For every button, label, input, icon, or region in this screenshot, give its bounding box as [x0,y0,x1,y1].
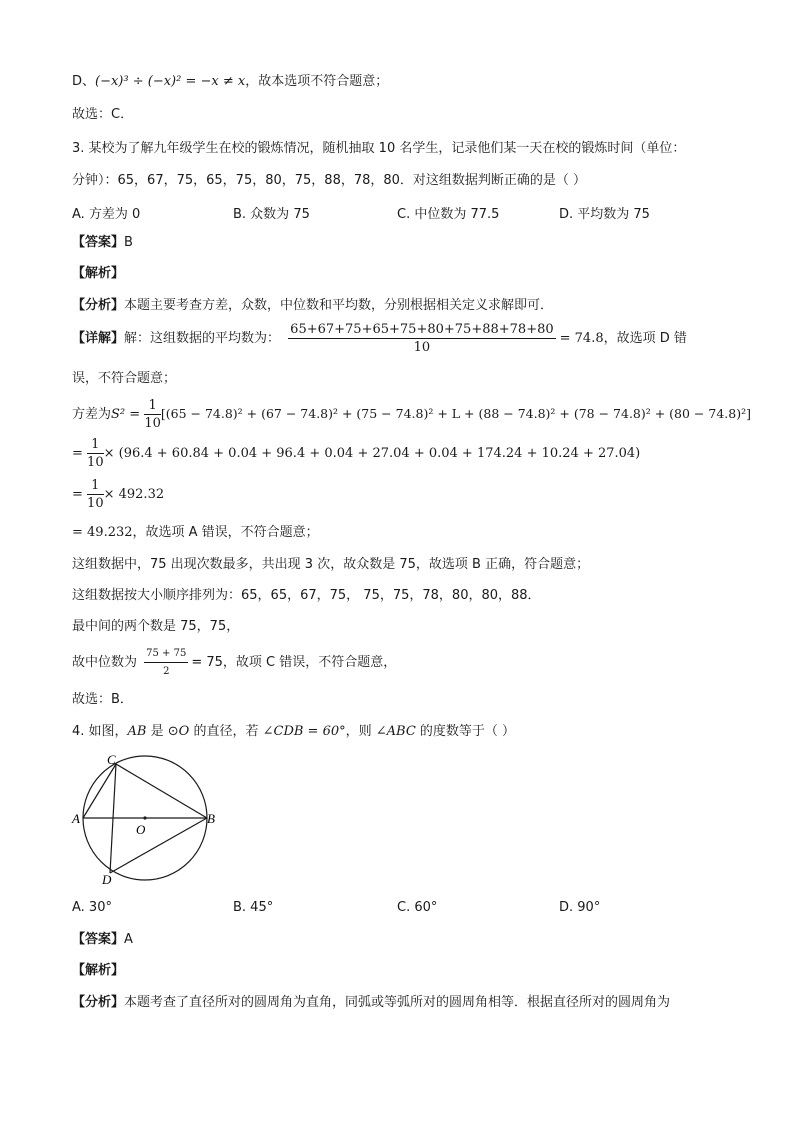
q4-option-a: A. 30° [72,900,112,915]
chord-ac [83,764,116,818]
q3-sorted: 这组数据按大小顺序排列为：65，65，67，75， 75，75，78，80，80，88． [72,588,541,603]
q3-calc-step2: = $\frac{1}{10}$ × 492.32 [72,478,165,511]
q3-calc-step3: = 49.232，故选项 A 错误，不符合题意； [72,525,319,540]
q4-analysis-heading: 【解析】 [72,963,125,978]
label-a: A [72,811,80,826]
mean-fraction: $\frac{65+67+75+65+75+80+75+88+78+80}{10}$ [290,322,554,355]
center-point [143,816,146,819]
label-b: B [207,811,215,826]
q3-calc-step1: = $\frac{1}{10}$ × (96.4 + 60.84 + 0.04 + 96.4 + 0.04 + 27.04 + 0.04 + 174.24 + 10.24 + 27.04) [72,437,641,470]
q3-detail: 【详解】解：这组数据的平均数为： $\frac{65+67+75+65+75+80+75+88+78+80}{10}$ = 74.8，故选项 D 错 [72,322,687,355]
q3-fenxi: 【分析】本题主要考查方差，众数，中位数和平均数，分别根据相关定义求解即可． [72,298,554,313]
q3-variance-formula: 方差为S² = $\frac{1}{10}$ [(65 − 74.8)² + (67 − 74.8)² + (75 − 74.8)² + L + (88 − 74.8)² + (78 − 74.8)² + (80 − 74.8)²] [72,398,751,431]
q3-option-c: C. 中位数为 77.5 [397,207,500,222]
q4-answer: 【答案】A [72,932,133,947]
q3-middle: 最中间的两个数是 75，75， [72,619,240,634]
prev-option-d-formula: (−x)³ ÷ (−x)² = −x ≠ x [95,74,246,89]
q4-option-c: C. 60° [397,900,438,915]
q3-analysis-heading: 【解析】 [72,266,125,281]
q3-mode: 这组数据中，75 出现次数最多，共出现 3 次，故众数是 75，故选项 B 正确，符合题意； [72,557,590,572]
prev-option-d: D、(−x)³ ÷ (−x)² = −x ≠ x，故本选项不符合题意； [72,74,389,89]
q3-median: 故中位数为 $\frac{75 + 75}{2}$ = 75，故项 C 错误，不符合题意， [72,648,397,677]
q3-answer: 【答案】B [72,235,133,250]
q3-choose: 故选：B． [72,692,133,707]
label-c: C [107,752,116,767]
q3-stem-line1: 3. 某校为了解九年级学生在校的锻炼情况，随机抽取 10 名学生，记录他们某一天在校的锻炼时间（单位： [72,141,686,156]
q4-fenxi: 【分析】本题考查了直径所对的圆周角为直角，同弧或等弧所对的圆周角相等．根据直径所对的圆周角为 [72,995,671,1010]
circle-figure [68,752,228,887]
prev-choose: 故选：C． [72,107,134,122]
label-d: D [102,872,112,887]
q3-stem-line2: 分钟）：65，67，75，65，75，80，75，88，78，80．对这组数据判断正确的是（ ） [72,173,587,188]
label-o: O [136,822,146,837]
q3-detail-line2: 误，不符合题意； [72,371,177,386]
q3-option-d: D. 平均数为 75 [559,207,650,222]
q4-stem: 4. 如图，AB 是 ⊙O 的直径，若 ∠CDB = 60°，则 ∠ABC 的度数等于（ ） [72,724,516,739]
q3-option-a: A. 方差为 0 [72,207,141,222]
q3-option-b: B. 众数为 75 [233,207,310,222]
chord-db [110,818,207,873]
chord-cb [116,764,207,818]
q4-option-d: D. 90° [559,900,601,915]
q4-option-b: B. 45° [233,900,274,915]
